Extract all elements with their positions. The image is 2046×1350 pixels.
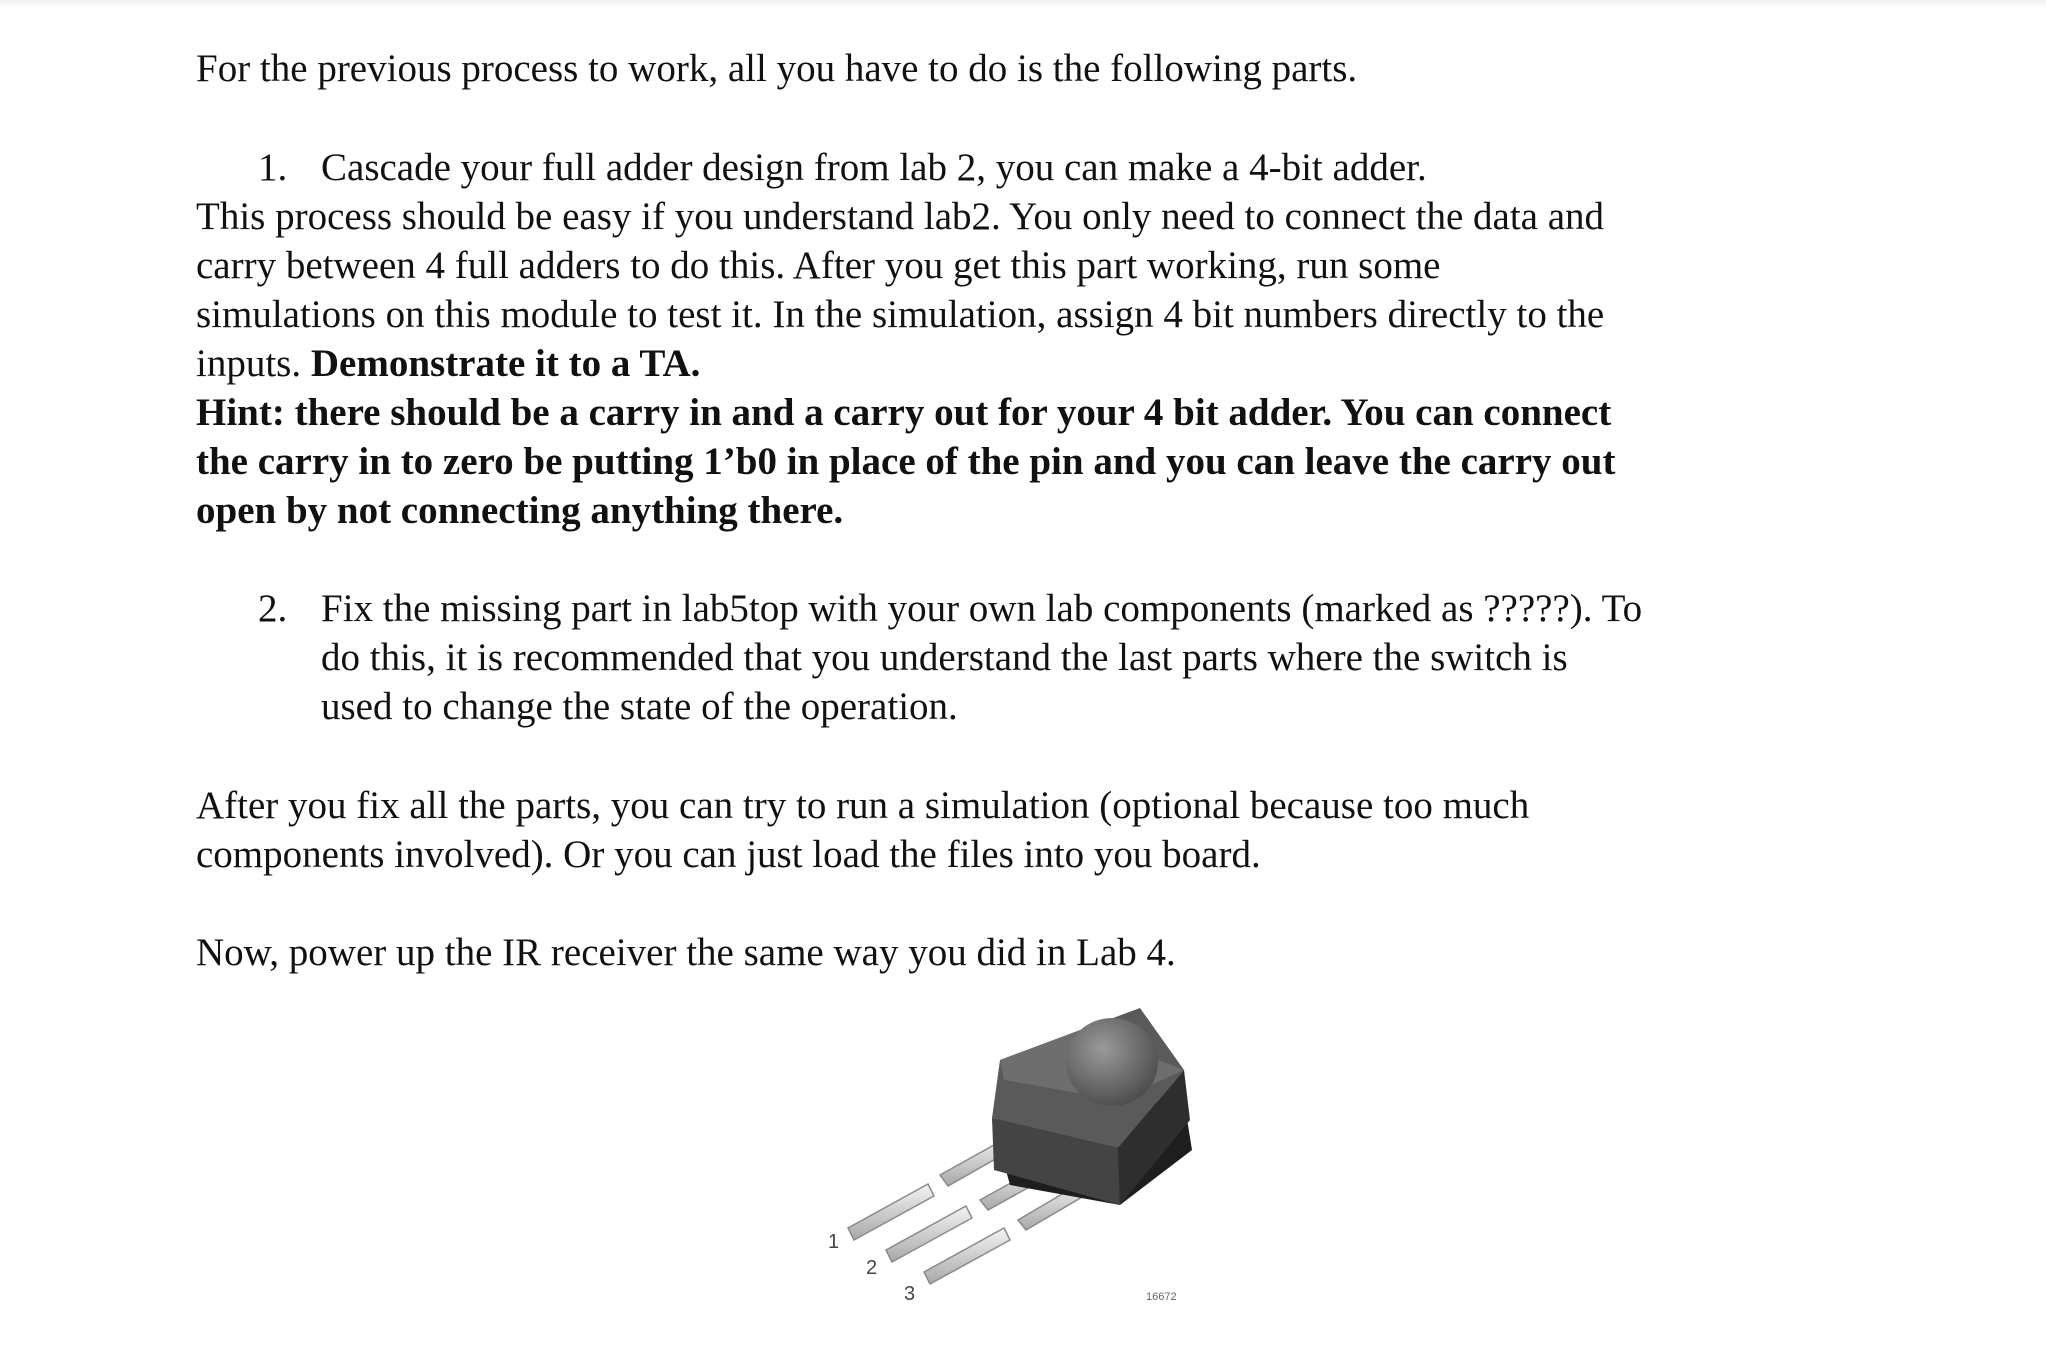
list-item-2-line: used to change the state of the operation. — [321, 685, 958, 728]
pin-label-3: 3 — [904, 1283, 916, 1305]
after-paragraph-line: components involved). Or you can just load the files into you board. — [196, 833, 1261, 876]
demonstrate-instruction: Demonstrate it to a TA. — [310, 342, 701, 385]
page-top-edge — [0, 0, 2046, 8]
pin-label-2: 2 — [866, 1257, 878, 1279]
pin-label-1: 1 — [828, 1231, 840, 1253]
list-number-1: 1. — [258, 146, 288, 189]
hint-line: Hint: there should be a carry in and a carry out for your 4 bit adder. You can connect — [196, 391, 1612, 434]
list-item-1-title: Cascade your full adder design from lab 2, you can make a 4-bit adder. — [321, 146, 1427, 189]
ir-receiver-figure — [780, 1000, 1240, 1330]
hint-line: the carry in to zero be putting 1’b0 in place of the pin and you can leave the carry out — [196, 440, 1616, 483]
list-number-2: 2. — [258, 587, 288, 630]
inputs-text: inputs. — [196, 342, 311, 385]
list-item-2-line: do this, it is recommended that you understand the last parts where the switch is — [321, 636, 1568, 679]
item1-body-line: carry between 4 full adders to do this. After you get this part working, run some — [196, 244, 1441, 287]
item1-body-last-line — [196, 339, 700, 388]
ir-receiver-icon — [780, 1000, 1240, 1330]
list-item-2-line: Fix the missing part in lab5top with your own lab components (marked as ?????). To — [321, 587, 1643, 630]
after-paragraph-line: After you fix all the parts, you can try to run a simulation (optional because too much — [196, 784, 1530, 827]
item1-body-line: simulations on this module to test it. In the simulation, assign 4 bit numbers directly to the — [196, 293, 1605, 336]
hint-line: open by not connecting anything there. — [196, 489, 844, 532]
intro-paragraph: For the previous process to work, all you have to do is the following parts. — [196, 47, 1358, 90]
power-up-paragraph: Now, power up the IR receiver the same way you did in Lab 4. — [196, 931, 1176, 974]
figure-id-label: 16672 — [1146, 1291, 1177, 1303]
item1-body-line: This process should be easy if you understand lab2. You only need to connect the data and — [196, 195, 1605, 238]
